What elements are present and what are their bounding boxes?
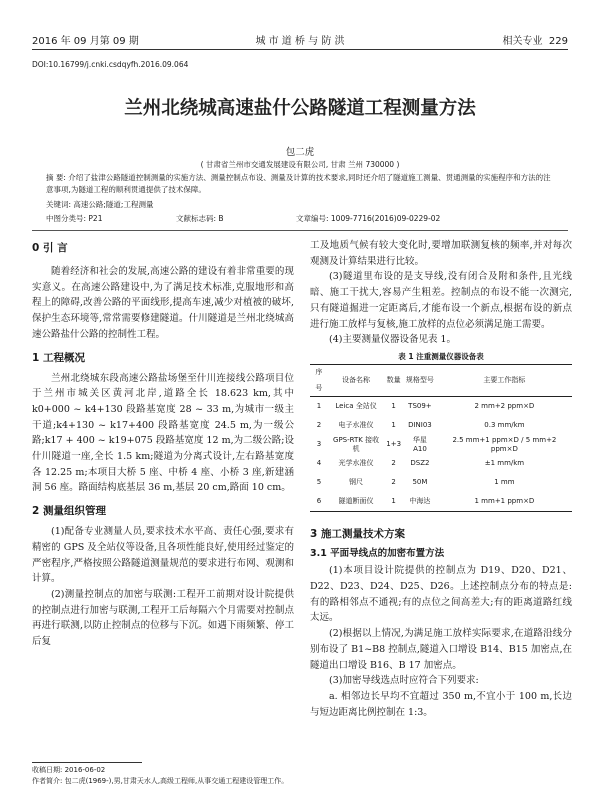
table-cell: 4 [316,459,322,468]
overview-paragraph: 兰州北绕城东段高速公路盐场堡至什川连接线公路项目位于兰州市城关区黄河北岸,道路全长 18.623 km,其中 k0+000 ~ k4+130 段路基宽度 28 ~ 33 m,为城市一级主干道;k4+130 ~ k17+400 段路基宽度 24.5 m,为一级公路;k17 + 400 ~ k19+075 段路基宽度 12 m,为二级公路;设什川隧道一座,全长 1.5 km;隧道为分离式设计,左右路基宽度各 12.25 m;本项目大桥 5 座、中桥 4 座、小桥 3 座,新建涵洞 56 座。路面结构底基层 36 m,基层 20 cm,路面 10 cm。 [32,372,294,494]
table-cell: 6 [310,492,328,512]
table-cell: 2 [391,459,396,468]
col-header: 序号 [310,364,328,396]
table-cell: 1 mm+1 ppm×D [437,492,572,512]
keywords: 关键词: 高速公路;隧道;工程测量 [46,200,154,209]
abstract: 摘 要: 介绍了盐津公路隧道控制测量的实施方法、测量控制点布设、测量及计算的技术要求,同时还介绍了隧道施工测量、贯通测量的实施程序和方法的注意事项,为隧道工程的顺利贯通提供了技术保障。 [46,173,551,194]
running-header [32,32,568,46]
document-code: 文献标志码: B [176,214,224,223]
table-cell: DSZ2 [410,459,430,468]
table-cell: 1+3 [386,440,402,449]
table-header-row [310,364,572,396]
col-header: 规格型号 [403,364,437,396]
col-header: 数量 [384,364,403,396]
left-column [32,238,294,650]
table-cell: TS09+ [408,402,432,411]
traverse-paragraph: (3)隧道里布设的是支导线,没有闭合及附和条件,且光线暗、施工干扰大,容易产生粗差。控制点的布设不能一次测完,只有隧道掘进一定距离后,才能布设一个新点,根据布设的新点进行施工放样与复核,施工放样的点位必须满足施工需要。 [310,271,572,330]
intro-paragraph: 随着经济和社会的发展,高速公路的建设有着非常重要的现实意义。在高速公路建设中,为了满足技术标准,克服地形和高程上的障碍,改善公路的平面线形,提高车速,减少对植被的破坏,保护生态环境等,常常需要修建隧道。什川隧道是兰州北绕城高速公路盐什公路的控制性工程。 [32,266,294,340]
table-cell: 3 [316,440,322,449]
table-cell: 5 [316,478,322,487]
table-caption: 表 1 注重测量仪器设备表 [398,351,484,361]
table-cell: 电子水准仪 [338,421,374,430]
footnote-rule [32,762,142,763]
continued-paragraph: 工及地质气候有较大变化时,要增加联测复核的频率,并对每次观测及计算结果进行比较。 [310,240,572,267]
table-cell: 1 [391,402,396,411]
table-cell: 钢尺 [349,478,364,487]
col-header: 设备名称 [328,364,384,396]
table-cell: 0.3 mm/km [484,421,525,430]
table-cell: DINI03 [408,421,432,430]
section-3-heading: 3 施工测量技术方案 [310,528,405,541]
requirements-paragraph: (3)加密导线选点时应符合下列要求: [329,675,479,687]
table-cell: 2 mm+2 ppm×D [474,402,535,411]
author: 包二虎 [285,147,315,158]
affiliation: ( 甘肃省兰州市交通发展建设有限公司, 甘肃 兰州 730000 ) [200,160,400,169]
doi: DOI:10.16799/j.cnki.csdqyfh.2016.09.064 [32,60,189,69]
management-paragraph-2: (2)测量控制点的加密与联测:工程开工前期对设计院提供的控制点进行加密与联测,工程开工后每隔六个月需要对控制点再进行联测,以防止控制点的位移与下沉。如遇下雨频繁、停工后复 [32,588,294,648]
management-paragraph-1: (1)配备专业测量人员,要求技术水平高、责任心强,要求有精密的 GPS 及全站仪等设备,且各项性能良好,使用经过鉴定的严密程序,严格按照公路隧道测量规范的要求进行布网、观测和计算。 [32,526,294,585]
header-rule [32,49,568,50]
author-bio: 作者简介: 包二虎(1969-),男,甘肃天水人,高级工程师,从事交通工程建设管理工作。 [32,777,289,785]
table-row [310,473,572,492]
table-cell: 2.5 mm+1 ppm×D / 5 mm+2 ppm×D [452,435,557,453]
table-cell: 1 [316,402,322,411]
section-2-heading: 2 测量组织管理 [32,505,106,518]
section-1-heading: 1 工程概况 [32,351,85,364]
article-number: 文章编号: 1009-7716(2016)09-0229-02 [296,214,441,223]
table-cell: 1 [391,421,396,430]
issue-label: 2016 年 09 月第 09 期 [32,36,139,47]
table-cell: 2 [316,421,322,430]
received-date: 收稿日期: 2016-06-02 [32,766,106,774]
page-number: 229 [548,36,568,47]
section-page [503,32,568,47]
footnote [32,765,294,787]
right-column [310,238,572,720]
table-cell: 隧道断面仪 [328,492,384,512]
table-row [310,416,572,435]
table-cell: 光学水准仪 [338,459,374,468]
clc-number: 中图分类号: P21 [46,214,103,223]
table-cell: 中海达 [403,492,437,512]
table-row [310,492,572,512]
table-row [310,435,572,454]
table-row [310,397,572,417]
requirement-a-paragraph: a. 相邻边长早均不宜超过 350 m,不宜小于 100 m,长边与短边距离比例控制在 1:3。 [310,690,572,718]
equipment-table [310,364,572,512]
section-0-heading: 0 引 言 [32,242,68,254]
col-header: 主要工作指标 [437,364,572,396]
journal-name: 城 市 道 桥 与 防 洪 [255,36,345,47]
section-3-1-heading: 3.1 平面导线点的加密布置方法 [310,548,445,560]
paper-title: 兰州北绕城高速盐什公路隧道工程测量方法 [124,98,476,119]
table-cell: 1 mm [494,478,515,487]
table-cell: 1 [384,492,403,512]
table-cell: 50M [412,478,428,487]
table-cell: 华星 A10 [412,435,427,453]
abstract-rule [32,230,568,231]
equipment-ref-paragraph: (4)主要测量仪器设备见表 1。 [329,334,457,346]
table-row [310,454,572,473]
table-cell: Leica 全站仪 [335,402,377,411]
table-cell: GPS-RTK 接收机 [333,435,380,453]
section-label: 相关专业 [502,36,543,47]
densification-paragraph: (2)根据以上情况,为满足施工放样实际要求,在道路沿线分别布设了 B1~B8 控制点,隧道入口增设 B14、B15 加密点,在隧道出口增设 B16、B 17 加密点。 [310,628,572,671]
control-points-paragraph: (1)本项目设计院提供的控制点为 D19、D20、D21、D22、D23、D24、D25、D26。上述控制点分布的特点是:有的路相邻点不通视;有的点位之间高差大;有的距离道路红线太远。 [310,565,572,624]
table-cell: 2 [391,478,396,487]
table-cell: ±1 mm/km [484,459,525,468]
